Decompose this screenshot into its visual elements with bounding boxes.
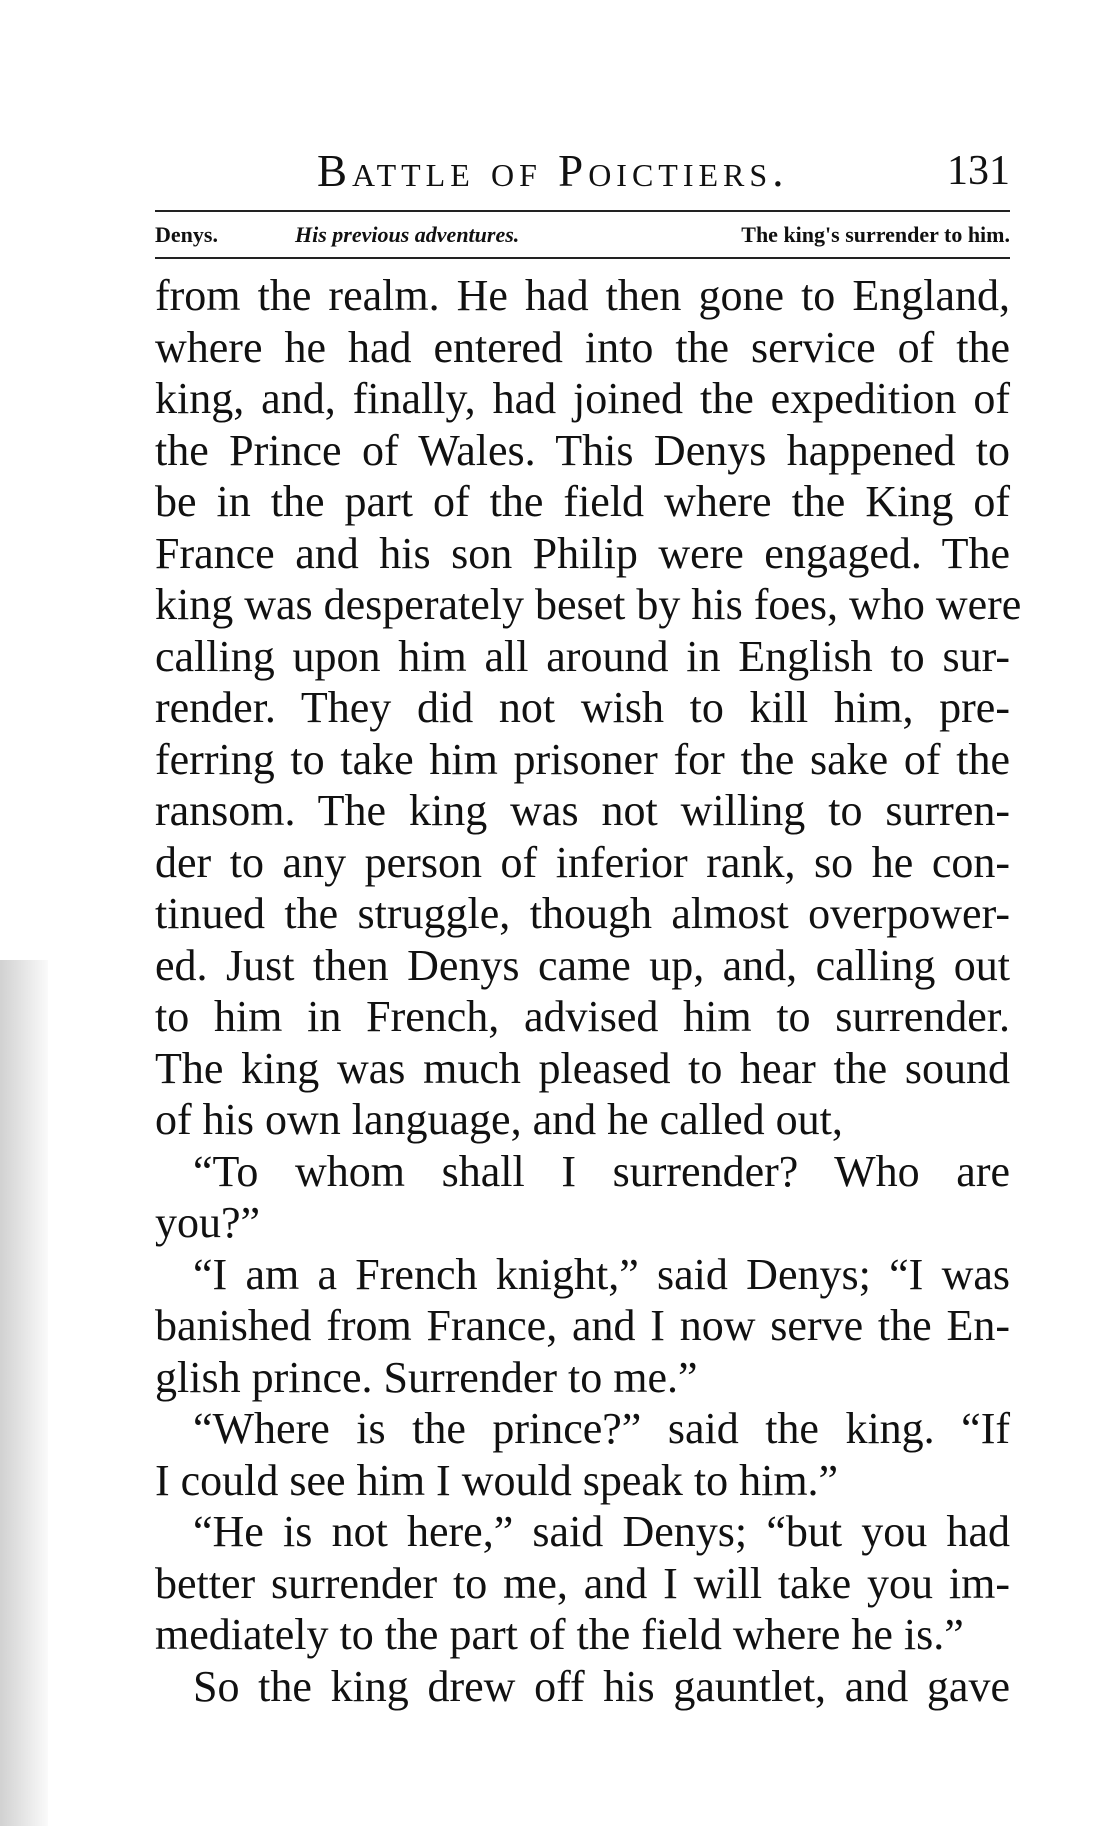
header-rule-top — [155, 210, 1010, 212]
text-line: king was desperately beset by his foes, who were — [155, 580, 1022, 629]
running-head-title: Battle of Poictiers. — [317, 146, 789, 196]
text-line: “Where is the prince?” said the king. “If — [193, 1404, 1010, 1453]
running-head — [155, 145, 1010, 203]
text-line: tinued the struggle, though almost overpower- — [155, 889, 1010, 938]
header-rule-bottom — [155, 257, 1010, 259]
text-line: The king was much pleased to hear the sound — [155, 1043, 1010, 1093]
text-line: I could see him I would speak to him.” — [155, 1455, 839, 1505]
text-line: of his own language, and he called out, — [155, 1095, 843, 1144]
text-line: ferring to take him prisoner for the sake of the — [155, 734, 1010, 784]
text-line: glish prince. Surrender to me.” — [155, 1352, 698, 1402]
page-gutter-shadow — [0, 960, 48, 1826]
text-line: France and his son Philip were engaged. The — [155, 528, 1010, 578]
text-line: “I am a French knight,” said Denys; “I was — [193, 1249, 1010, 1299]
text-line: be in the part of the field where the King of — [155, 477, 1010, 526]
text-line: ed. Just then Denys came up, and, calling out — [155, 940, 1010, 990]
text-line: ransom. The king was not willing to surren- — [155, 786, 1010, 835]
text-line: the Prince of Wales. This Denys happened to — [155, 425, 1010, 475]
text-line: you?” — [155, 1198, 261, 1247]
page-number: 131 — [947, 148, 1010, 194]
text-line: king, and, finally, had joined the expedition of — [155, 374, 1010, 423]
text-line: to him in French, advised him to surrender. — [155, 992, 1010, 1041]
text-line: calling upon him all around in English to sur- — [155, 631, 1010, 681]
body-text — [155, 270, 1022, 1712]
marginal-subhead — [155, 220, 1010, 250]
text-line: So the king drew off his gauntlet, and gave — [193, 1661, 1010, 1711]
text-line: “He is not here,” said Denys; “but you had — [193, 1507, 1010, 1556]
text-line: der to any person of inferior rank, so he con- — [155, 837, 1010, 887]
text-line: mediately to the part of the field where he is.” — [155, 1610, 964, 1659]
subhead-right: The king's surrender to him. — [741, 222, 1010, 247]
subhead-middle: His previous adventures. — [295, 222, 520, 247]
text-line: where he had entered into the service of the — [155, 322, 1010, 372]
text-line: from the realm. He had then gone to England, — [155, 271, 1010, 320]
text-line: “To whom shall I surrender? Who are — [193, 1146, 1010, 1196]
subhead-left: Denys. — [155, 222, 218, 247]
text-line: render. They did not wish to kill him, pre- — [155, 683, 1010, 732]
text-line: banished from France, and I now serve the En- — [155, 1301, 1010, 1350]
text-line: better surrender to me, and I will take you im- — [155, 1558, 1010, 1608]
